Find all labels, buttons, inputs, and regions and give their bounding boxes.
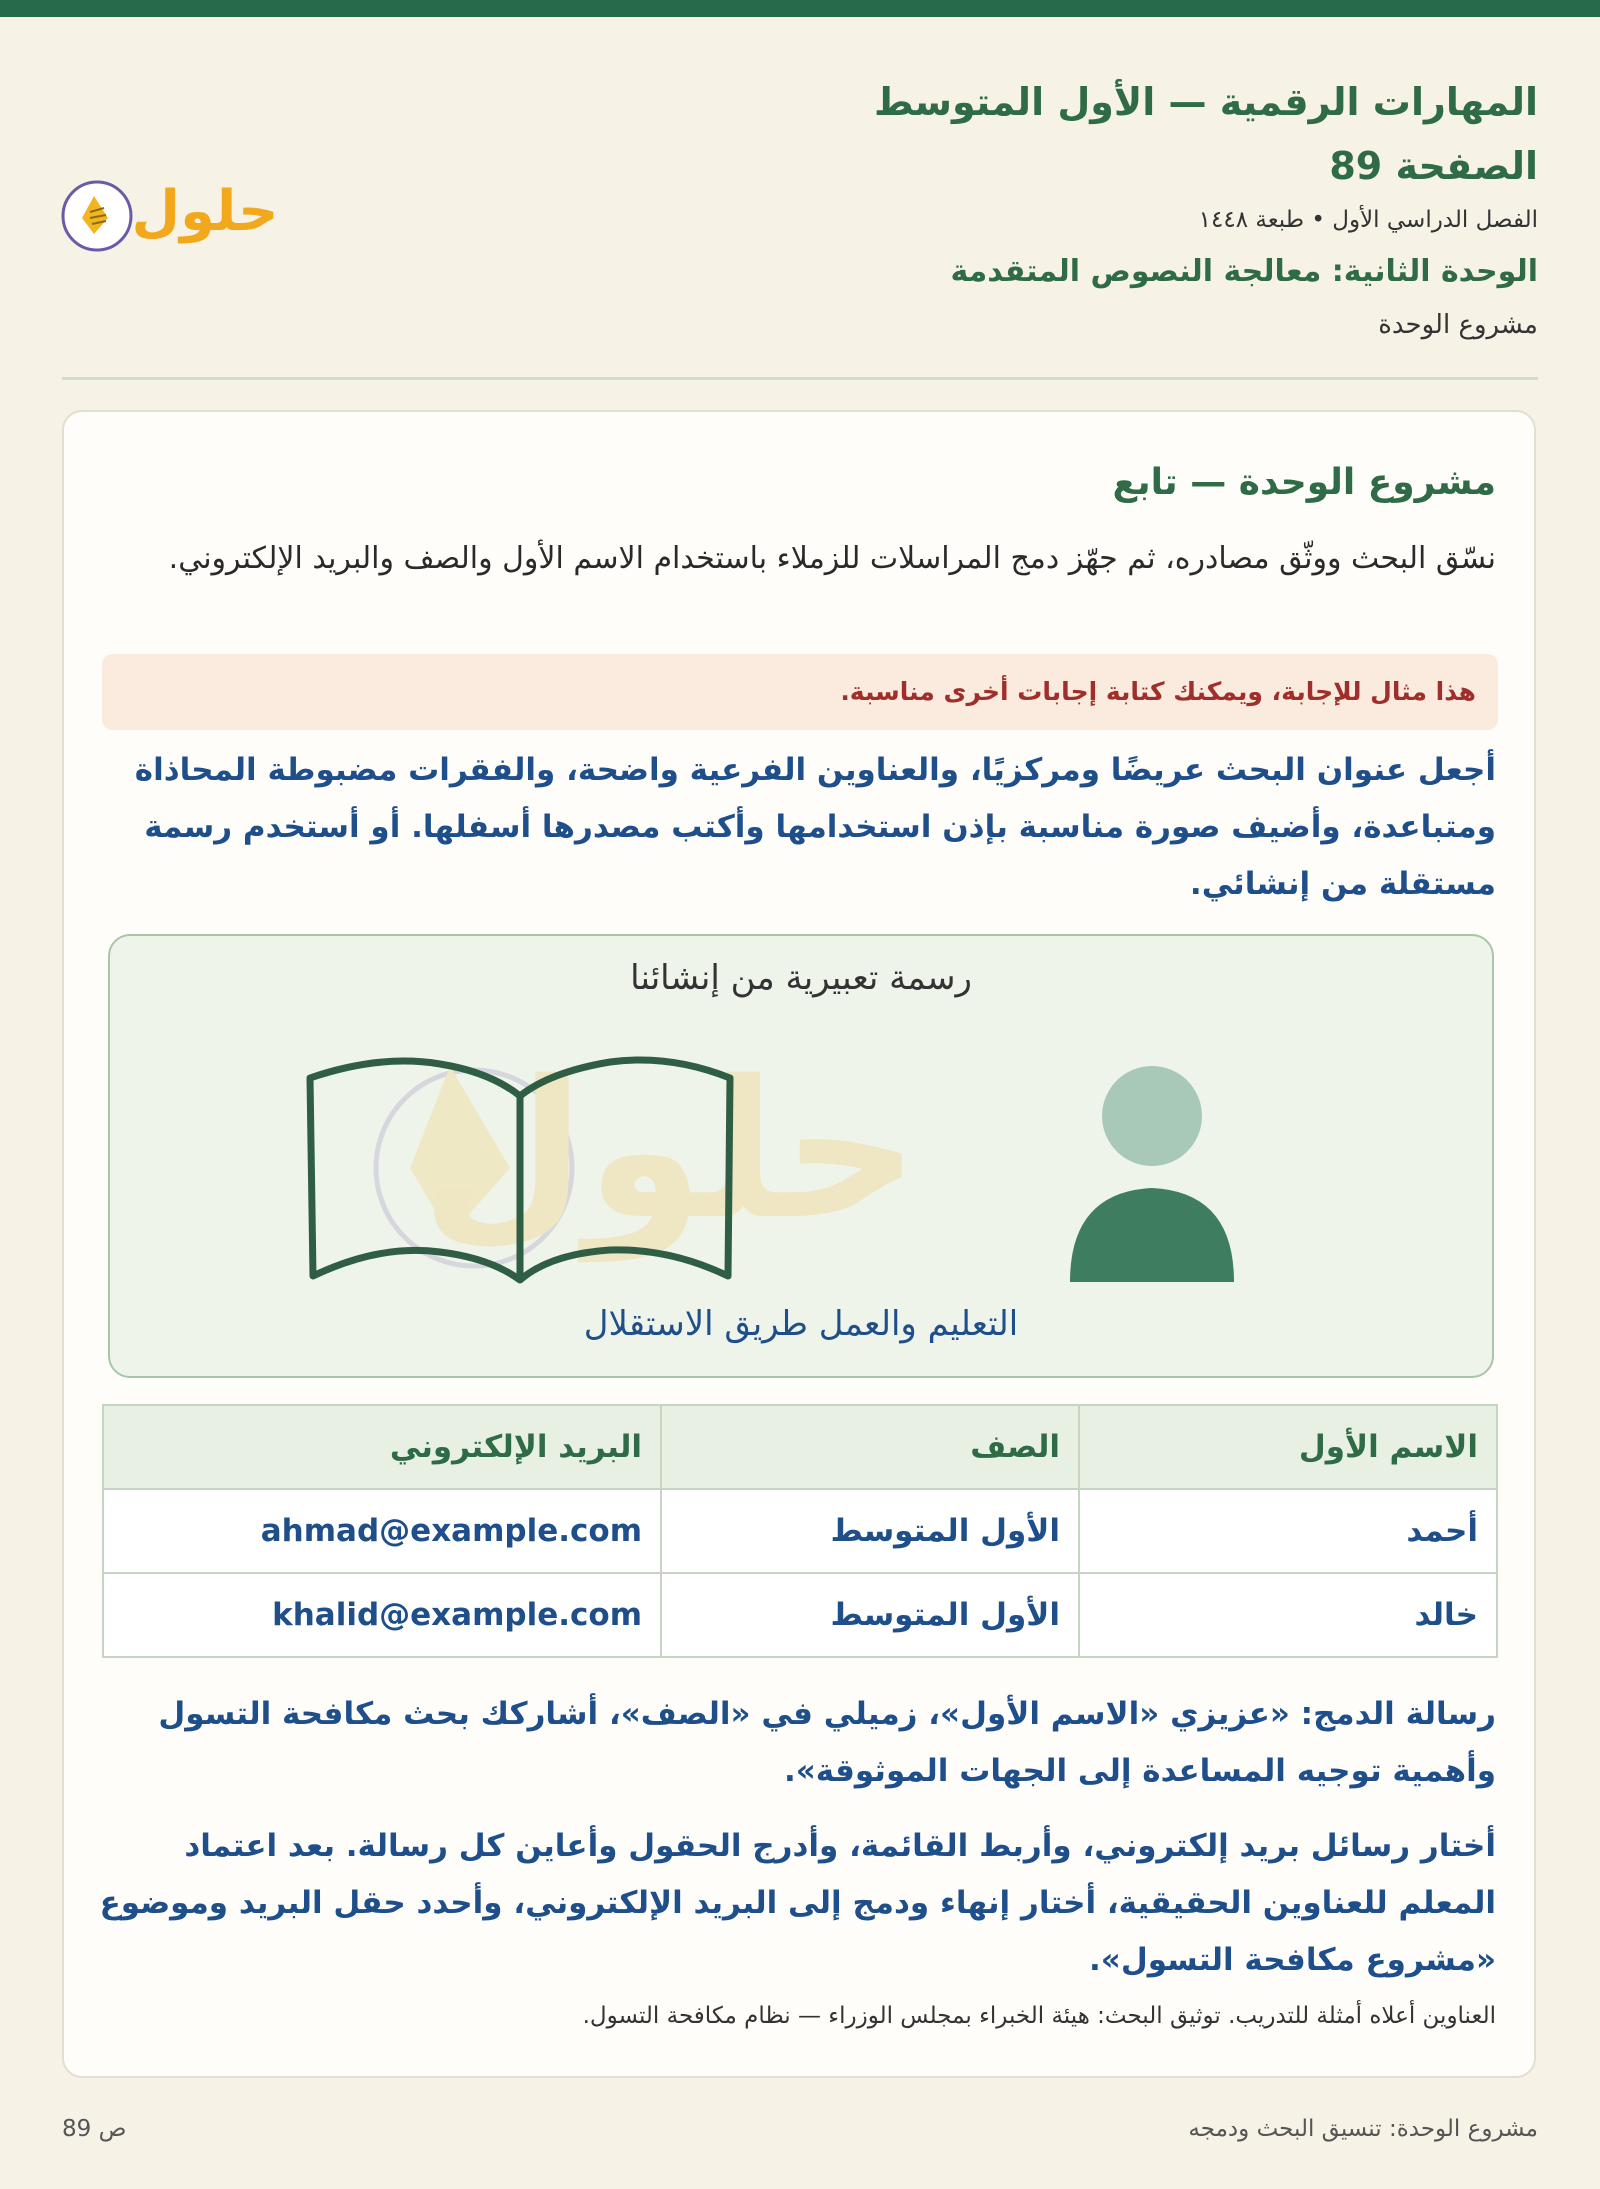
header-grade: الصف (661, 1405, 1079, 1489)
cell-email: khalid@example.com (103, 1573, 661, 1657)
top-accent-bar (0, 0, 1600, 17)
footer-section-label: مشروع الوحدة: تنسيق البحث ودمجه (1188, 2116, 1538, 2142)
page-header (538, 70, 1538, 348)
illustration-caption: التعليم والعمل طريق الاستقلال (583, 1304, 1019, 1344)
header-first-name: الاسم الأول (1079, 1405, 1497, 1489)
hulul-logo (60, 168, 280, 258)
card-title: مشروع الوحدة — تابع (1112, 462, 1496, 503)
person-icon (1070, 1066, 1234, 1282)
table-row (103, 1489, 1497, 1573)
cell-first-name: أحمد (1079, 1489, 1497, 1573)
header-email: البريد الإلكتروني (103, 1405, 661, 1489)
illustration-label: رسمة تعبيرية من إنشائنا (630, 958, 972, 998)
section-title: مشروع الوحدة (1378, 310, 1538, 340)
cell-grade: الأول المتوسط (661, 1573, 1079, 1657)
merge-steps-paragraph: أختار رسائل بريد إلكتروني، وأربط القائمة، وأدرج الحقول وأعاين كل رسالة. بعد اعتماد المعلم للعناوين الحقيقية، أختار إنهاء ودمج إلى البريد الإلكتروني، وأحدد حقل البريد وموضوع «مشروع مكافحة التسول». (99, 1828, 1496, 1978)
illustration-box (108, 934, 1494, 1378)
content-card (62, 410, 1536, 2078)
answer-paragraph-formatting: أجعل عنوان البحث عريضًا ومركزيًا، والعناوين الفرعية واضحة، والفقرات مضبوطة المحاذاة ومتباعدة، وأضيف صورة مناسبة بإذن استخدامها وأكتب مصدرها أسفلها. أو أستخدم رسمة مستقلة من إنشائي. (134, 752, 1496, 902)
logo-text: حلول (131, 179, 279, 244)
book-title: المهارات الرقمية — الأول المتوسط (873, 80, 1538, 124)
cell-grade: الأول المتوسط (661, 1489, 1079, 1573)
intro-text: نسّق البحث ووثّق مصادره، ثم جهّز دمج المراسلات للزملاء باستخدام الاسم الأول والصف والبريد الإلكتروني. (168, 541, 1496, 576)
merge-data-table (102, 1404, 1498, 1658)
unit-title: الوحدة الثانية: معالجة النصوص المتقدمة (950, 254, 1538, 289)
header-divider (62, 377, 1538, 380)
table-header-row (103, 1405, 1497, 1489)
term-edition: الفصل الدراسي الأول • طبعة ١٤٤٨ (1198, 207, 1538, 233)
cell-email: ahmad@example.com (103, 1489, 661, 1573)
sample-answer-note: هذا مثال للإجابة، ويمكنك كتابة إجابات أخرى مناسبة. (102, 654, 1498, 730)
cell-first-name: خالد (1079, 1573, 1497, 1657)
source-note: العناوين أعلاه أمثلة للتدريب. توثيق البحث: هيئة الخبراء بمجلس الوزراء — نظام مكافحة التسول. (582, 2003, 1496, 2029)
watermark-logo (376, 1040, 919, 1266)
svg-text:حلول: حلول (420, 1040, 920, 1261)
table-row (103, 1573, 1497, 1657)
page-number-heading: الصفحة 89 (1329, 144, 1538, 188)
footer-page-number: ص 89 (62, 2116, 127, 2142)
merge-message-paragraph: رسالة الدمج: «عزيزي «الاسم الأول»، زميلي في «الصف»، أشاركك بحث مكافحة التسول وأهمية توجيه المساعدة إلى الجهات الموثوقة». (158, 1696, 1496, 1789)
